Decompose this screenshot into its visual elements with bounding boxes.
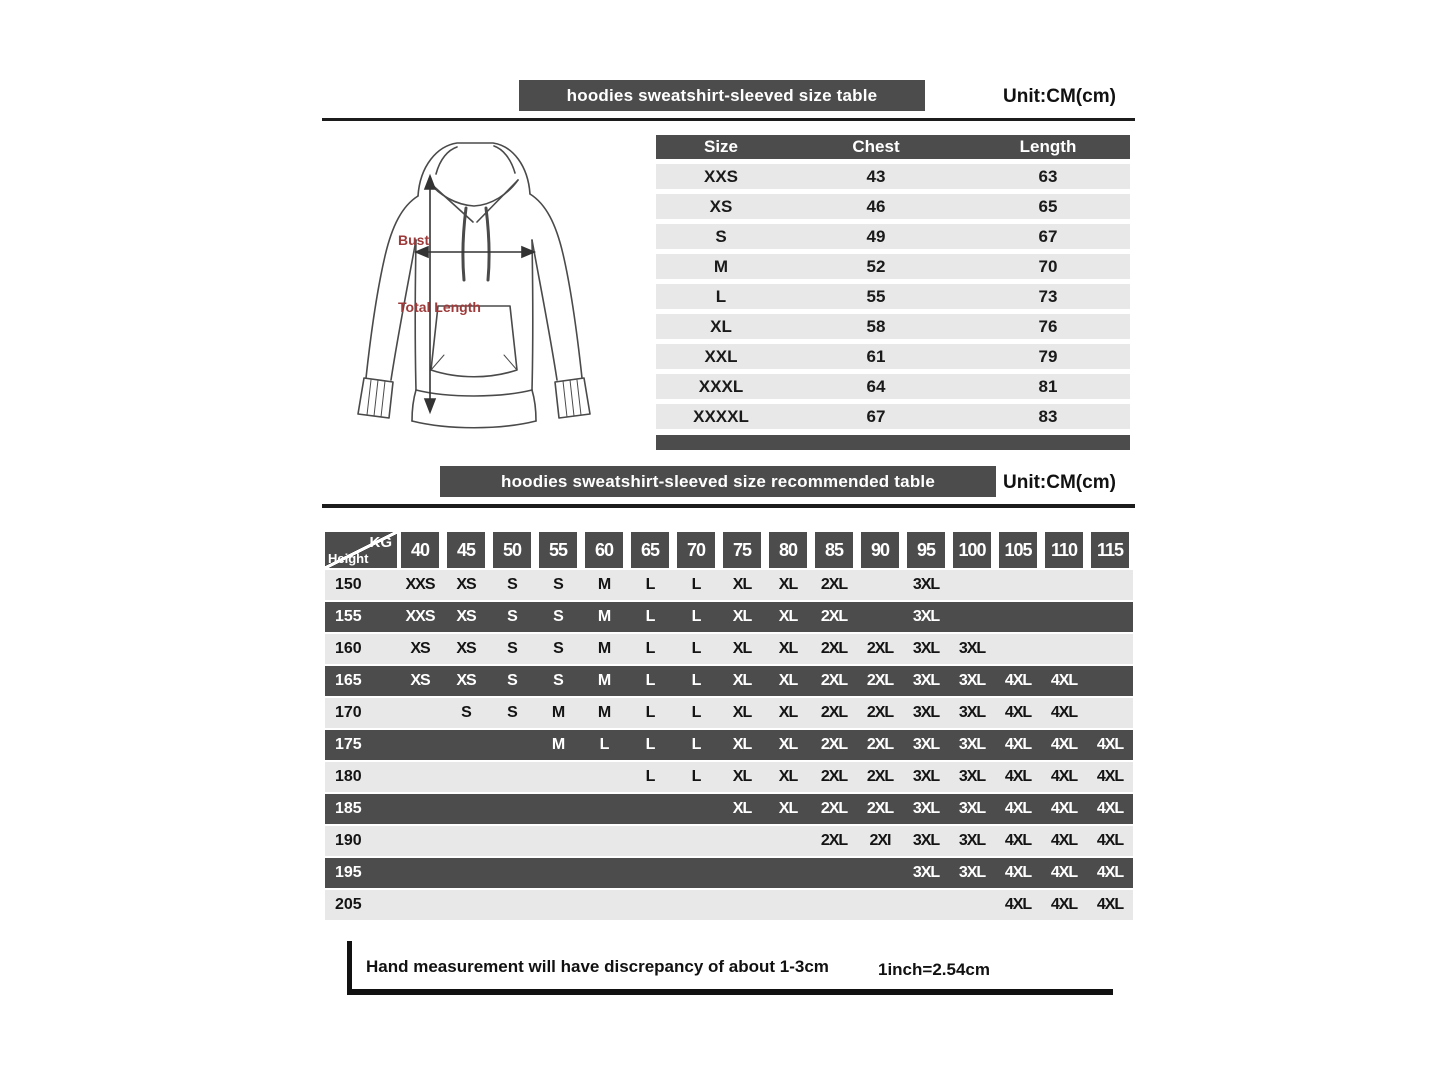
recommend-size-cell: 4XL [1096,736,1124,753]
weight-header-cell [857,532,903,568]
recommend-size-cell: 4XL [1004,832,1032,849]
size-table-cell: 52 [866,257,886,276]
recommend-size-cell: XS [456,576,476,593]
recommend-size-cell: 3XL [958,768,986,785]
recommend-size-cell: 4XL [1004,768,1032,785]
recommended-table-title: hoodies sweatshirt-sleeved size recommended table [440,466,996,497]
recommend-row [325,890,1133,922]
size-table-cell: 67 [866,407,886,426]
recommend-size-cell: 4XL [1050,864,1078,881]
weight-header-cell [627,532,673,568]
recommend-size-cell: XS [456,640,476,657]
recommend-size-cell: 4XL [1050,736,1078,753]
recommend-size-cell: 3XL [912,768,940,785]
measurement-note: Hand measurement will have discrepancy of about 1-3cm [366,957,829,976]
weight-header-value: 110 [1045,532,1083,568]
size-table-row [656,344,1130,369]
recommend-size-cell: 4XL [1050,832,1078,849]
recommend-size-cell: S [507,576,517,593]
size-table-cell: XXS [703,167,739,186]
recommend-size-cell: 3XL [912,800,940,817]
recommend-size-cell: 4XL [1004,704,1032,721]
size-table-cell: 63 [1038,167,1058,186]
recommend-size-cell: XL [778,640,798,657]
recommend-size-cell: S [553,608,563,625]
top-divider [322,118,1135,121]
recommend-row [325,666,1133,698]
size-table-cell: XXXL [698,377,744,396]
recommend-size-cell: 3XL [958,832,986,849]
recommend-size-cell: 2XL [866,704,894,721]
weight-header-value: 115 [1091,532,1129,568]
recommend-size-cell: XL [778,768,798,785]
height-row-label: 180 [335,768,362,785]
recommend-size-cell: M [597,576,611,593]
recommend-size-cell: XL [732,576,752,593]
recommend-size-cell: XL [732,640,752,657]
weight-header-value: 80 [769,532,807,568]
recommend-row [325,570,1133,602]
size-table-cell: 46 [866,197,886,216]
weight-header-value: 50 [493,532,531,568]
weight-header-cell [1041,532,1087,568]
recommend-size-cell: 2XL [820,576,848,593]
recommend-size-cell: 4XL [1050,672,1078,689]
weight-header-value: 60 [585,532,623,568]
recommend-row [325,698,1133,730]
weight-header-cell [903,532,949,568]
weight-header-value: 95 [907,532,945,568]
recommend-size-cell: 2XL [820,608,848,625]
recommend-size-cell: 3XL [912,832,940,849]
height-row-label: 175 [335,736,362,753]
recommend-size-cell: S [553,576,563,593]
weight-header-value: 65 [631,532,669,568]
recommend-size-cell: XL [778,704,798,721]
size-table-cell: 65 [1038,197,1058,216]
middle-divider [322,504,1135,508]
recommend-size-cell: 3XL [912,864,940,881]
recommend-size-cell: 3XL [912,640,940,657]
weight-header-cell [1087,532,1133,568]
recommend-size-cell: 2XL [866,672,894,689]
recommend-size-cell: XL [732,672,752,689]
recommend-size-cell: L [691,576,701,593]
bust-label: Bust [398,232,430,248]
size-table-cell: 81 [1038,377,1058,396]
weight-header-value: 100 [953,532,991,568]
recommend-size-cell: S [461,704,471,721]
recommend-size-cell: 2XL [820,800,848,817]
weight-header-cell [719,532,765,568]
recommend-size-cell: 3XL [958,640,986,657]
recommend-size-cell: 4XL [1004,896,1032,913]
recommend-size-cell: XS [410,640,430,657]
size-table-row [656,194,1130,219]
recommend-size-cell: XS [456,672,476,689]
weight-header-value: 40 [401,532,439,568]
size-column-header: Size [703,137,739,156]
recommend-size-cell: S [507,608,517,625]
recommend-size-cell: XL [732,800,752,817]
recommend-size-cell: L [691,640,701,657]
height-row-label: 150 [335,576,362,593]
size-table-cell: 83 [1038,407,1058,426]
recommend-size-cell: XL [778,576,798,593]
height-row-label: 155 [335,608,362,625]
weight-header-value: 105 [999,532,1037,568]
recommend-row [325,634,1133,666]
recommend-size-cell: 2XL [866,800,894,817]
recommend-size-cell: 3XL [912,672,940,689]
size-table-cell: 58 [866,317,886,336]
size-table-cell: 67 [1038,227,1058,246]
recommend-row [325,730,1133,762]
recommend-size-cell: S [507,640,517,657]
weight-header-cell [949,532,995,568]
recommend-row [325,602,1133,634]
recommend-row [325,826,1133,858]
recommend-size-cell: 3XL [958,704,986,721]
recommend-size-cell: L [645,608,655,625]
recommend-size-cell: 2XL [820,640,848,657]
recommend-size-cell: 3XL [912,736,940,753]
recommend-size-cell: M [597,608,611,625]
recommend-size-cell: XL [732,608,752,625]
weight-header-value: 85 [815,532,853,568]
hoodie-measurement-diagram [336,134,612,454]
size-table-row [656,374,1130,399]
recommended-table-header [325,532,1133,568]
weight-header-cell [443,532,489,568]
weight-header-cell [535,532,581,568]
recommend-size-cell: S [507,672,517,689]
recommend-size-cell: 4XL [1096,832,1124,849]
size-table-cell: 43 [866,167,886,186]
inch-conversion-note: 1inch=2.54cm [878,960,990,979]
chest-column-header: Chest [852,137,900,156]
size-table-cell: 64 [866,377,886,396]
recommend-size-cell: XS [410,672,430,689]
size-table-row [656,284,1130,309]
recommend-row [325,794,1133,826]
recommend-size-cell: L [691,608,701,625]
recommend-size-cell: 4XL [1004,864,1032,881]
weight-header-value: 70 [677,532,715,568]
size-table-row [656,224,1130,249]
recommend-size-cell: 3XL [958,736,986,753]
recommend-size-cell: XS [456,608,476,625]
height-row-label: 160 [335,640,362,657]
size-table-row [656,254,1130,279]
recommend-size-cell: L [645,768,655,785]
recommend-size-cell: 4XL [1050,800,1078,817]
recommended-table-unit: Unit:CM(cm) [1003,472,1116,493]
size-table-cell: XXL [704,347,738,366]
recommend-size-cell: 2XL [820,736,848,753]
size-table-cell: 70 [1038,257,1058,276]
recommend-size-cell: XL [732,704,752,721]
size-table-cell: 55 [866,287,886,306]
recommend-size-cell: 2XL [820,768,848,785]
recommend-size-cell: XL [778,800,798,817]
size-table-cell: XXXXL [693,407,749,426]
recommended-table-body [325,570,1133,922]
kg-label: KG [369,534,392,551]
recommend-size-cell: 4XL [1096,896,1124,913]
recommend-size-cell: L [691,704,701,721]
recommend-size-cell: 4XL [1096,800,1124,817]
hoodie-drawing-icon [336,134,612,454]
recommend-size-cell: XL [732,736,752,753]
recommend-size-cell: XXS [405,608,435,625]
size-table-cell: XS [709,197,733,216]
recommend-size-cell: M [551,736,565,753]
size-table-bottom-bar [656,435,1130,450]
size-table-header [656,135,1130,159]
weight-header-cell [811,532,857,568]
recommend-size-cell: 4XL [1050,704,1078,721]
recommend-size-cell: L [691,672,701,689]
recommended-size-table [325,532,1133,922]
recommend-size-cell: 2XL [820,672,848,689]
recommend-size-cell: 3XL [912,608,940,625]
recommend-row [325,762,1133,794]
weight-header-value: 45 [447,532,485,568]
recommend-size-cell: S [507,704,517,721]
size-table-cell: XL [710,317,732,336]
kg-height-corner-cell [325,532,397,568]
recommend-size-cell: M [597,672,611,689]
recommend-size-cell: XL [778,736,798,753]
size-table [656,135,1130,450]
recommend-size-cell: 3XL [958,864,986,881]
size-table-title: hoodies sweatshirt-sleeved size table [519,80,925,111]
recommend-size-cell: 3XL [912,576,940,593]
recommend-size-cell: 3XL [912,704,940,721]
recommend-size-cell: XL [732,768,752,785]
size-table-cell: 79 [1038,347,1058,366]
recommend-size-cell: M [597,704,611,721]
height-row-label: 165 [335,672,362,689]
recommend-size-cell: XXS [405,576,435,593]
recommend-size-cell: 2XL [866,640,894,657]
recommend-size-cell: 2XL [866,768,894,785]
recommend-size-cell: 2XL [820,832,848,849]
recommend-size-cell: L [645,576,655,593]
weight-header-cell [581,532,627,568]
note-bottom-bar [347,989,1113,995]
recommend-size-cell: M [597,640,611,657]
weight-header-value: 55 [539,532,577,568]
weight-header-value: 90 [861,532,899,568]
recommend-size-cell: 2XL [820,704,848,721]
size-table-row [656,314,1130,339]
note-left-bar [347,941,352,994]
size-table-cell: S [715,227,727,246]
weight-header-cell [765,532,811,568]
size-table-cell: M [713,257,729,276]
height-row-label: 170 [335,704,362,721]
size-table-cell: 49 [866,227,886,246]
recommend-size-cell: 4XL [1004,736,1032,753]
recommend-size-cell: 4XL [1096,768,1124,785]
length-column-header: Length [1019,137,1077,156]
height-row-label: 185 [335,800,362,817]
size-table-cell: 61 [866,347,886,366]
size-table-row [656,404,1130,429]
recommend-size-cell: 3XL [958,672,986,689]
size-table-cell: L [715,287,727,306]
recommend-size-cell: XL [778,672,798,689]
recommend-size-cell: 4XL [1096,864,1124,881]
recommend-size-cell: 3XL [958,800,986,817]
size-table-row [656,164,1130,189]
height-label: Height [328,551,369,566]
recommend-size-cell: L [645,672,655,689]
weight-header-cell [673,532,719,568]
recommend-size-cell: M [551,704,565,721]
recommend-size-cell: L [691,736,701,753]
weight-header-cell [995,532,1041,568]
height-row-label: 195 [335,864,362,881]
size-table-body [656,164,1130,429]
recommend-size-cell: 2XI [869,832,891,849]
weight-headers [397,532,1133,568]
weight-header-value: 75 [723,532,761,568]
height-row-label: 190 [335,832,362,849]
recommend-size-cell: L [599,736,609,753]
recommend-size-cell: 4XL [1050,768,1078,785]
total-length-label: Total Length [398,299,481,315]
recommend-row [325,858,1133,890]
recommend-size-cell: S [553,672,563,689]
recommend-size-cell: S [553,640,563,657]
height-row-label: 205 [335,896,362,913]
recommend-size-cell: 2XL [866,736,894,753]
size-table-unit: Unit:CM(cm) [1003,86,1116,107]
recommend-size-cell: 4XL [1050,896,1078,913]
size-table-cell: 73 [1038,287,1058,306]
recommend-size-cell: L [691,768,701,785]
recommend-size-cell: XL [778,608,798,625]
recommend-size-cell: L [645,640,655,657]
weight-header-cell [489,532,535,568]
size-table-cell: 76 [1038,317,1058,336]
weight-header-cell [397,532,443,568]
recommend-size-cell: 4XL [1004,672,1032,689]
recommend-size-cell: L [645,704,655,721]
recommend-size-cell: L [645,736,655,753]
recommend-size-cell: 4XL [1004,800,1032,817]
